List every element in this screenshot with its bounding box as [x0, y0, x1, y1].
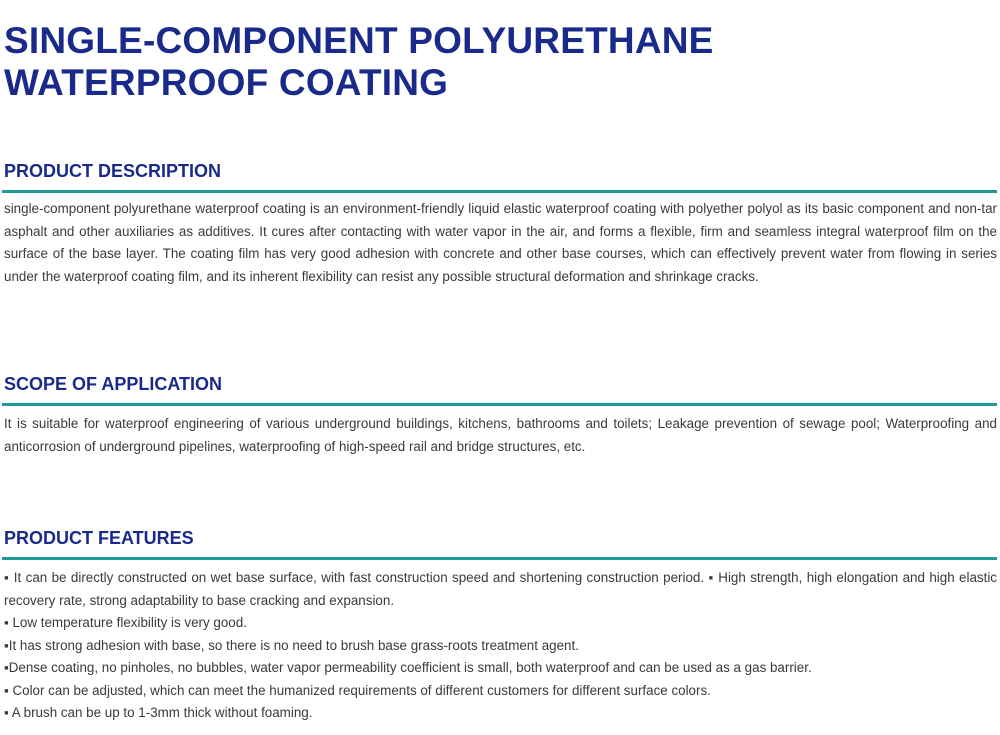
- product-description-text: single-component polyurethane waterproof coating is an environment-friendly liquid elastic waterproof coating with polyether polyol as its basic component and non-tar asphalt and other auxiliaries as additives. It cures after contacting with water vapor in the air, and forms a flexible, firm and seamless integral waterproof film on the surface of the base layer. The coating film has very good adhesion with concrete and other base courses, which can effectively prevent water from flowing in series under the waterproof coating film, and its inherent flexibility can resist any possible structural deformation and shrinkage cracks.: [4, 201, 997, 284]
- list-item: ▪ Low temperature flexibility is very good.: [4, 615, 247, 630]
- scope-of-application-heading: SCOPE OF APPLICATION: [4, 374, 223, 394]
- list-item: ▪ Color can be adjusted, which can meet the humanized requirements of different customers for different surface colors.: [4, 682, 711, 698]
- list-item: ▪Dense coating, no pinholes, no bubbles, water vapor permeability coefficient is small, both waterproof and can be used as a gas barrier.: [4, 660, 812, 675]
- page-title-line-1: SINGLE-COMPONENT POLYURETHANE: [4, 20, 714, 61]
- scope-of-application-section: [2, 373, 997, 458]
- list-item: ▪It has strong adhesion with base, so there is no need to brush base grass-roots treatment agent.: [4, 637, 579, 653]
- product-features-heading: PRODUCT FEATURES: [4, 528, 194, 548]
- list-item: ▪ It can be directly constructed on wet base surface, with fast construction speed and shortening construction period. ▪ High strength, high elongation and high elastic recovery rate, strong adaptability to base cracking and expansion.: [4, 570, 997, 608]
- product-description-heading: PRODUCT DESCRIPTION: [4, 161, 222, 181]
- section-divider: [2, 557, 997, 560]
- product-features-section: [2, 527, 997, 725]
- section-divider: [2, 190, 997, 193]
- page-title: [4, 20, 994, 104]
- product-description-section: [2, 160, 997, 288]
- page-title-line-2: WATERPROOF COATING: [4, 62, 449, 103]
- section-divider: [2, 403, 997, 406]
- feature-list: [2, 567, 997, 725]
- scope-of-application-text: It is suitable for waterproof engineering of various underground buildings, kitchens, bathrooms and toilets; Leakage prevention of sewage pool; Waterproofing and anticorrosion of underground pipelines, waterproofing of high-speed rail and bridge structures, etc.: [4, 416, 997, 454]
- list-item: ▪ A brush can be up to 1-3mm thick without foaming.: [4, 705, 313, 720]
